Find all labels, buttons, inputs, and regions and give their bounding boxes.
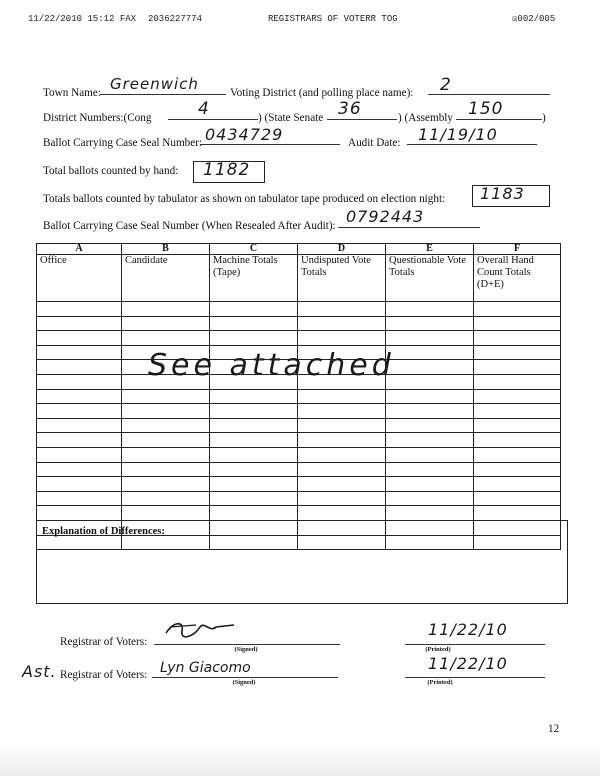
- table-cell: [474, 433, 561, 448]
- table-cell: [37, 331, 122, 346]
- asst-printed-caption: (Printed): [427, 679, 453, 686]
- table-cell: [298, 447, 386, 462]
- table-cell: [386, 404, 474, 419]
- explanation-label: Explanation of Differences:: [42, 526, 165, 537]
- table-cell: [386, 506, 474, 521]
- town-name-value: Greenwich: [110, 75, 199, 93]
- table-cell: [386, 447, 474, 462]
- town-name-label: Town Name:: [43, 87, 101, 99]
- table-cell: [298, 404, 386, 419]
- column-letter: A: [37, 244, 122, 255]
- state-senate-label: ) (State Senate: [258, 112, 324, 124]
- table-cell: [37, 447, 122, 462]
- table-cell: [37, 506, 122, 521]
- table-cell: [37, 360, 122, 375]
- table-cell: [298, 389, 386, 404]
- column-header-row: [37, 255, 561, 302]
- page-number: 12: [548, 723, 560, 735]
- audit-table: [36, 243, 561, 550]
- table-cell: [474, 316, 561, 331]
- table-cell: [298, 477, 386, 492]
- table-cell: [298, 316, 386, 331]
- column-letter: C: [210, 244, 298, 255]
- seal-number-label: Ballot Carrying Case Seal Number:: [43, 137, 203, 149]
- table-cell: [210, 418, 298, 433]
- column-letter-row: [37, 244, 561, 255]
- table-cell: [298, 331, 386, 346]
- table-cell: [122, 506, 210, 521]
- table-cell: [474, 345, 561, 360]
- table-cell: [37, 491, 122, 506]
- table-cell: [37, 418, 122, 433]
- voting-district-label: Voting District (and polling place name):: [230, 87, 414, 99]
- state-senate-value: 36: [338, 99, 362, 119]
- table-cell: [37, 404, 122, 419]
- table-cell: [474, 331, 561, 346]
- table-cell: [474, 389, 561, 404]
- table-cell: [474, 462, 561, 477]
- column-header: Machine Totals (Tape): [210, 255, 298, 302]
- table-cell: [37, 345, 122, 360]
- table-cell: [210, 506, 298, 521]
- total-tabulator-label: Totals ballots counted by tabulator as shown on tabulator tape produced on election night:: [43, 193, 446, 205]
- total-tabulator-value: 1183: [480, 184, 525, 203]
- table-cell: [298, 491, 386, 506]
- registrar-signature-mark: [160, 615, 240, 645]
- cong-line: [168, 105, 258, 120]
- registrar-date: 11/22/10: [428, 620, 508, 639]
- table-cell: [474, 404, 561, 419]
- column-letter: E: [386, 244, 474, 255]
- table-cell: [37, 389, 122, 404]
- column-letter: B: [122, 244, 210, 255]
- table-cell: [386, 477, 474, 492]
- table-cell: [122, 389, 210, 404]
- table-cell: [37, 462, 122, 477]
- table-cell: [210, 462, 298, 477]
- table-cell: [298, 506, 386, 521]
- table-cell: [474, 360, 561, 375]
- resealed-value: 0792443: [346, 207, 425, 226]
- table-cell: [210, 331, 298, 346]
- table-cell: [210, 477, 298, 492]
- table-cell: [386, 316, 474, 331]
- district-numbers-label: District Numbers:(Cong: [43, 112, 152, 124]
- fax-number: 2036227774: [148, 14, 203, 24]
- table-row: [37, 491, 561, 506]
- table-cell: [122, 477, 210, 492]
- table-cell: [122, 491, 210, 506]
- table-cell: [122, 433, 210, 448]
- asst-registrar-label: Registrar of Voters:: [60, 669, 148, 681]
- fax-page: ☒002/005: [512, 14, 556, 24]
- table-cell: [37, 302, 122, 317]
- table-row: [37, 316, 561, 331]
- table-cell: [37, 316, 122, 331]
- table-row: [37, 389, 561, 404]
- table-cell: [210, 404, 298, 419]
- table-cell: [122, 462, 210, 477]
- voting-district-value: 2: [440, 75, 452, 95]
- table-row: [37, 506, 561, 521]
- table-cell: [298, 302, 386, 317]
- column-header: Questionable Vote Totals: [386, 255, 474, 302]
- table-row: [37, 447, 561, 462]
- table-cell: [210, 389, 298, 404]
- table-cell: [474, 491, 561, 506]
- asst-signed-caption: (Signed): [232, 679, 256, 686]
- table-cell: [210, 302, 298, 317]
- registrar-printed-caption: (Printed): [425, 646, 451, 653]
- table-cell: [37, 477, 122, 492]
- table-cell: [122, 404, 210, 419]
- table-cell: [122, 418, 210, 433]
- table-cell: [386, 491, 474, 506]
- table-cell: [122, 447, 210, 462]
- fax-datetime: 11/22/2010 15:12 FAX: [28, 14, 137, 24]
- total-hand-label: Total ballots counted by hand:: [43, 165, 179, 177]
- table-row: [37, 433, 561, 448]
- registrar-signed-caption: (Signed): [234, 646, 258, 653]
- assembly-value: 150: [468, 99, 504, 119]
- table-cell: [474, 447, 561, 462]
- asst-prefix: Ast.: [22, 662, 57, 681]
- table-cell: [298, 433, 386, 448]
- resealed-label: Ballot Carrying Case Seal Number (When Resealed After Audit):: [43, 220, 336, 232]
- asst-date: 11/22/10: [428, 654, 508, 673]
- assembly-close-paren: ): [542, 112, 546, 124]
- column-header: Office: [37, 255, 122, 302]
- table-cell: [122, 331, 210, 346]
- table-cell: [386, 433, 474, 448]
- table-cell: [474, 374, 561, 389]
- table-cell: [298, 462, 386, 477]
- registrar-label: Registrar of Voters:: [60, 636, 148, 648]
- table-row: [37, 462, 561, 477]
- total-hand-value: 1182: [203, 160, 251, 180]
- table-cell: [386, 462, 474, 477]
- column-header: Candidate: [122, 255, 210, 302]
- column-letter: D: [298, 244, 386, 255]
- fax-office: REGISTRARS OF VOTERR TOG: [268, 14, 398, 24]
- table-cell: [122, 302, 210, 317]
- table-cell: [37, 374, 122, 389]
- table-cell: [474, 418, 561, 433]
- table-cell: [386, 418, 474, 433]
- table-row: [37, 418, 561, 433]
- table-cell: [386, 360, 474, 375]
- table-row: [37, 302, 561, 317]
- table-cell: [386, 374, 474, 389]
- scan-noise: [0, 742, 600, 776]
- table-cell: [37, 433, 122, 448]
- assembly-label: ) (Assembly: [398, 112, 453, 124]
- table-cell: [386, 345, 474, 360]
- audit-date-label: Audit Date:: [348, 137, 401, 149]
- explanation-box: [36, 520, 568, 604]
- table-cell: [474, 302, 561, 317]
- column-header: Overall Hand Count Totals (D+E): [474, 255, 561, 302]
- table-cell: [474, 477, 561, 492]
- table-row: [37, 404, 561, 419]
- audit-date-value: 11/19/10: [418, 125, 498, 144]
- table-cell: [386, 331, 474, 346]
- table-cell: [474, 506, 561, 521]
- cong-value: 4: [198, 99, 210, 119]
- seal-number-value: 0434729: [205, 125, 284, 144]
- asst-signature: Lyn Giacomo: [160, 660, 251, 676]
- table-cell: [210, 491, 298, 506]
- table-cell: [210, 433, 298, 448]
- table-row: [37, 331, 561, 346]
- table-cell: [386, 302, 474, 317]
- table-row: [37, 477, 561, 492]
- table-cell: [210, 447, 298, 462]
- column-letter: F: [474, 244, 561, 255]
- see-attached-note: See attached: [148, 348, 395, 383]
- table-cell: [122, 316, 210, 331]
- table-cell: [298, 418, 386, 433]
- column-header: Undisputed Vote Totals: [298, 255, 386, 302]
- table-cell: [386, 389, 474, 404]
- table-cell: [210, 316, 298, 331]
